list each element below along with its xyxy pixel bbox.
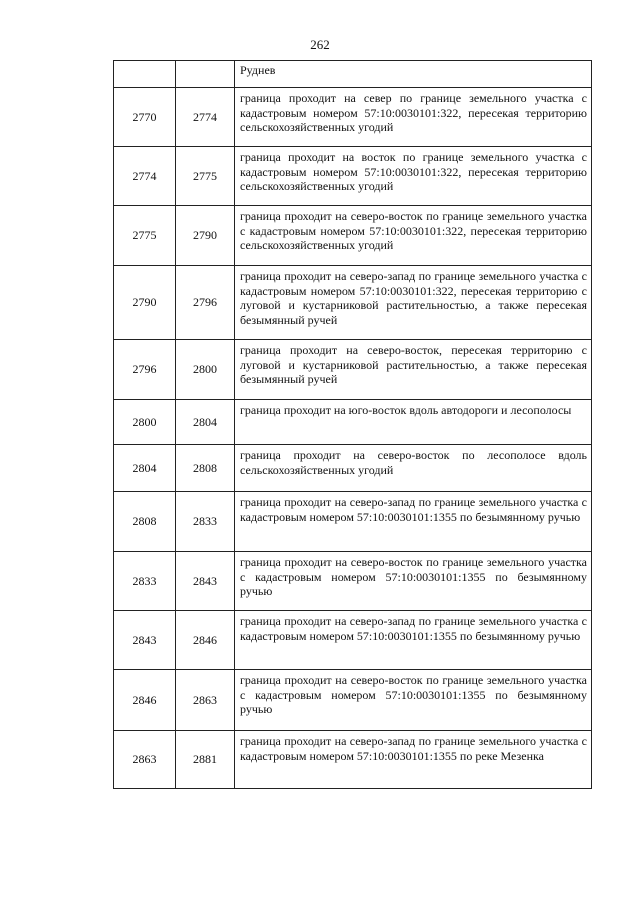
table-row: [114, 445, 592, 492]
point-to-cell: 2800: [176, 340, 235, 400]
boundary-description-cell: граница проходит на северо-восток по лесополосе вдоль сельскохозяйственных угодий: [235, 445, 592, 492]
table-header-row: [114, 61, 592, 88]
table-row: [114, 611, 592, 670]
point-from-cell: 2775: [114, 206, 176, 266]
boundary-description-cell: граница проходит на юго-восток вдоль автодороги и лесополосы: [235, 400, 592, 445]
point-from-cell: 2863: [114, 731, 176, 789]
boundary-description-cell: граница проходит на северо-восток по границе земельного участка с кадастровым номером 57:10:0030101:322, пересекая территорию сельскохозяйственных угодий: [235, 206, 592, 266]
header-cell-to: [176, 61, 235, 88]
table-row: [114, 731, 592, 789]
page-number: 262: [310, 37, 330, 52]
boundary-description-cell: граница проходит на восток по границе земельного участка с кадастровым номером 57:10:0030101:322, пересекая территорию сельскохозяйственных угодий: [235, 147, 592, 206]
table-row: [114, 492, 592, 552]
point-from-cell: 2804: [114, 445, 176, 492]
boundary-description-cell: граница проходит на северо-восток, пересекая территорию с луговой и кустарниковой растительностью, а также пересекая безымянный ручей: [235, 340, 592, 400]
boundary-table: [113, 60, 592, 789]
boundary-description-cell: граница проходит на северо-восток по границе земельного участка с кадастровым номером 57:10:0030101:1355 по безымянному ручью: [235, 670, 592, 731]
boundary-description-cell: граница проходит на север по границе земельного участка с кадастровым номером 57:10:0030101:322, пересекая территорию сельскохозяйственных угодий: [235, 88, 592, 147]
table-row: [114, 670, 592, 731]
point-to-cell: 2843: [176, 552, 235, 611]
point-from-cell: 2790: [114, 266, 176, 340]
point-to-cell: 2774: [176, 88, 235, 147]
boundary-description-cell: граница проходит на северо-восток по границе земельного участка с кадастровым номером 57:10:0030101:1355 по безымянному ручью: [235, 552, 592, 611]
table-row: [114, 88, 592, 147]
point-from-cell: 2800: [114, 400, 176, 445]
point-from-cell: 2796: [114, 340, 176, 400]
point-to-cell: 2881: [176, 731, 235, 789]
point-to-cell: 2775: [176, 147, 235, 206]
point-to-cell: 2808: [176, 445, 235, 492]
point-to-cell: 2833: [176, 492, 235, 552]
point-to-cell: 2796: [176, 266, 235, 340]
boundary-description-cell: граница проходит на северо-запад по границе земельного участка с кадастровым номером 57:10:0030101:1355 по безымянному ручью: [235, 611, 592, 670]
table-row: [114, 147, 592, 206]
table-row: [114, 340, 592, 400]
table-row: [114, 552, 592, 611]
point-to-cell: 2804: [176, 400, 235, 445]
point-from-cell: 2770: [114, 88, 176, 147]
boundary-description-cell: граница проходит на северо-запад по границе земельного участка с кадастровым номером 57:10:0030101:1355 по реке Мезенка: [235, 731, 592, 789]
boundary-description-cell: граница проходит на северо-запад по границе земельного участка с кадастровым номером 57:10:0030101:322, пересекая территорию с луговой и кустарниковой растительностью, а также пересекая безымянный ручей: [235, 266, 592, 340]
table-row: [114, 400, 592, 445]
boundary-description-cell: граница проходит на северо-запад по границе земельного участка с кадастровым номером 57:10:0030101:1355 по безымянному ручью: [235, 492, 592, 552]
header-cell-from: [114, 61, 176, 88]
table-row: [114, 266, 592, 340]
point-from-cell: 2774: [114, 147, 176, 206]
point-to-cell: 2790: [176, 206, 235, 266]
point-to-cell: 2863: [176, 670, 235, 731]
point-from-cell: 2833: [114, 552, 176, 611]
point-to-cell: 2846: [176, 611, 235, 670]
point-from-cell: 2846: [114, 670, 176, 731]
point-from-cell: 2843: [114, 611, 176, 670]
header-cell-settlement: Руднев: [235, 61, 592, 88]
table-row: [114, 206, 592, 266]
table-body: [114, 61, 592, 789]
point-from-cell: 2808: [114, 492, 176, 552]
